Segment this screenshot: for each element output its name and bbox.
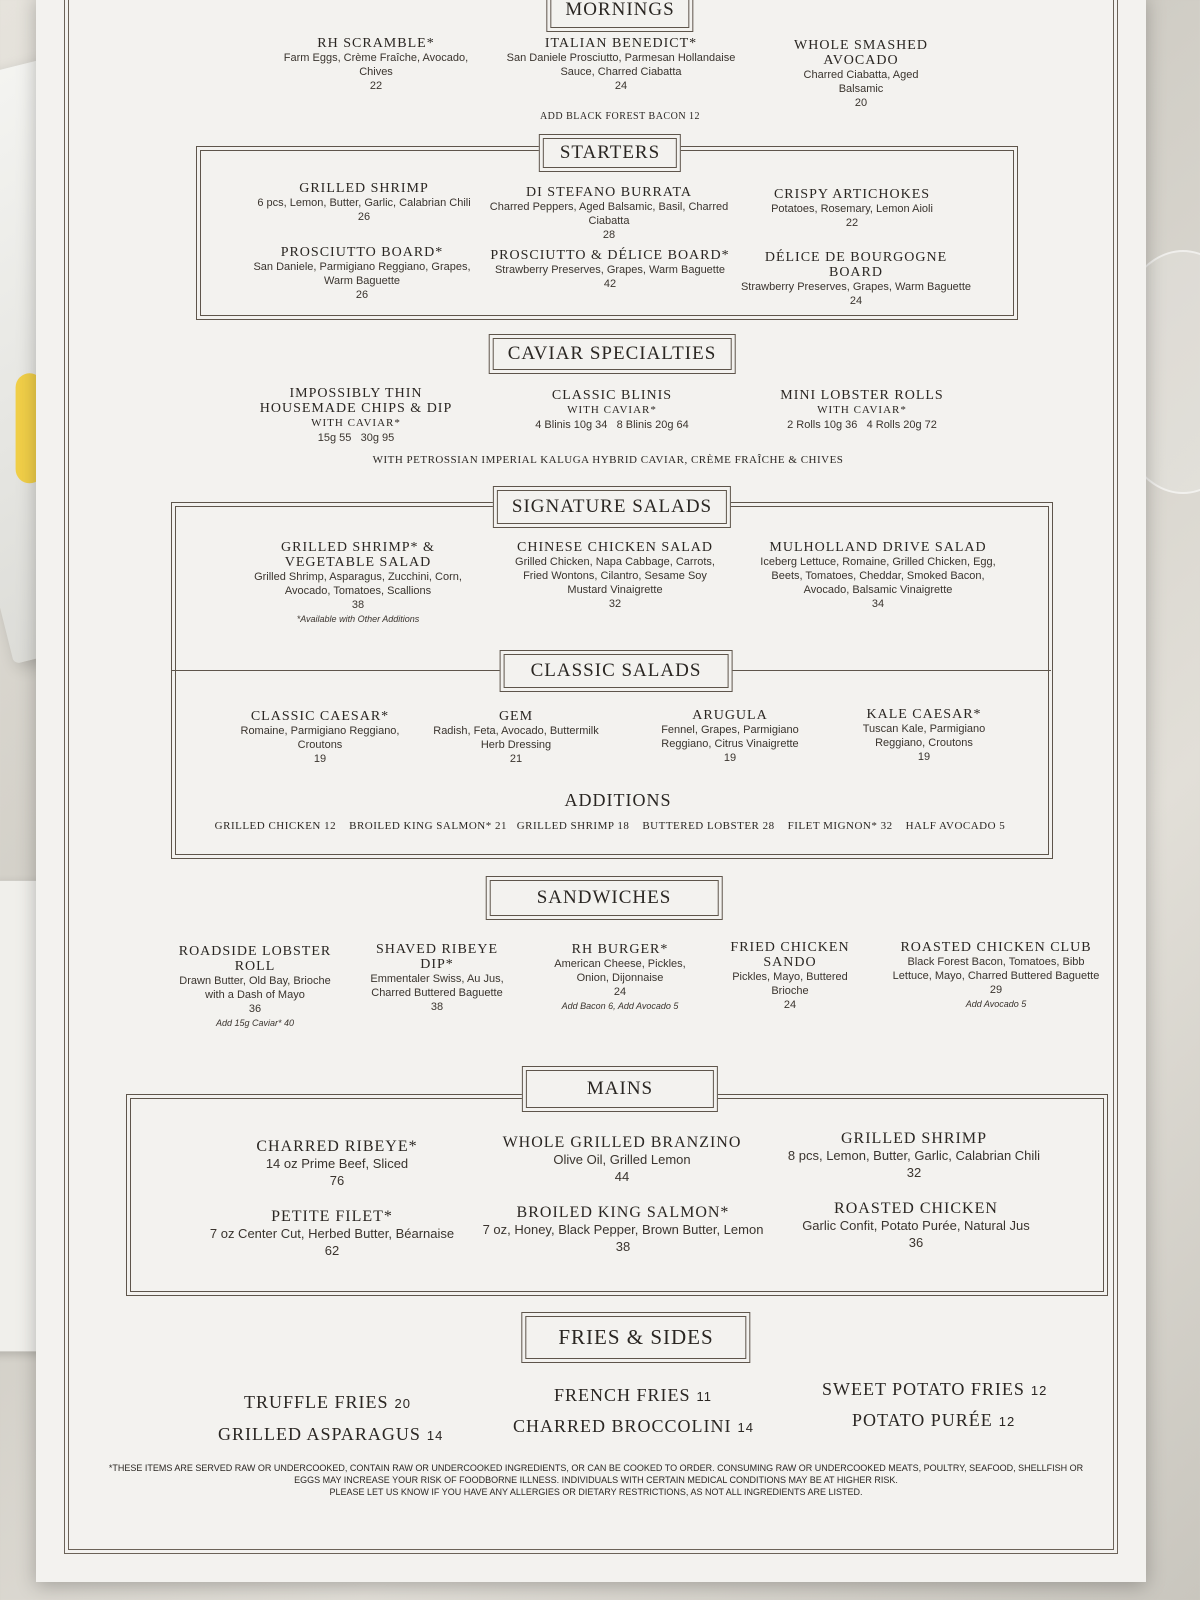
item-note: *Available with Other Additions: [296, 614, 420, 624]
item-desc: Grilled Shrimp, Asparagus, Zucchini, Corn, Avocado, Tomatoes, Scallions: [254, 571, 462, 597]
item-price: 26: [357, 211, 371, 223]
item-name: WHOLE SMASHED AVOCADO: [794, 38, 928, 68]
additions-title: ADDITIONS: [564, 790, 672, 810]
item-desc: Romaine, Parmigiano Reggiano, Croutons: [240, 725, 400, 751]
item-desc: Strawberry Preserves, Grapes, Warm Baguette: [494, 264, 726, 276]
item-price: 24: [614, 80, 628, 92]
item-desc: Garlic Confit, Potato Purée, Natural Jus: [802, 1218, 1030, 1233]
menu-item: [501, 36, 741, 94]
item-price: 44: [614, 1169, 630, 1184]
item-subtitle: WITH CAVIAR*: [311, 417, 401, 429]
item-name: ARUGULA: [692, 708, 768, 723]
menu-item: [512, 388, 712, 433]
item-desc: Farm Eggs, Crème Fraîche, Avocado, Chives: [283, 52, 469, 78]
disclaimer-line: EGGS MAY INCREASE YOUR RISK OF FOODBORNE ILLNESS. INDIVIDUALS WITH CERTAIN MEDICAL CONDITIONS MAY BE AT HIGHER RISK.: [294, 1475, 898, 1485]
item-name: BROILED KING SALMON*: [516, 1204, 730, 1221]
item-name: PROSCIUTTO & DÉLICE BOARD*: [490, 248, 730, 263]
item-price: 22: [369, 80, 383, 92]
item-price: 15g 55 30g 95: [317, 432, 395, 444]
side-price: 20: [394, 1396, 411, 1411]
item-price: 24: [783, 999, 797, 1011]
section-title-caviar: CAVIAR SPECIALTIES: [489, 334, 736, 374]
disclaimer: [96, 1462, 1096, 1498]
item-desc: Pickles, Mayo, Buttered Brioche: [732, 971, 848, 997]
menu-item: [764, 1130, 1064, 1182]
item-name: RH BURGER*: [571, 942, 669, 957]
side-name: FRENCH FRIES: [554, 1385, 691, 1405]
menu-item: [891, 940, 1101, 1011]
menu-item: [545, 942, 695, 1013]
menu-item: [472, 1134, 772, 1186]
item-subtitle: WITH CAVIAR*: [567, 404, 657, 416]
menu-item: [489, 185, 729, 243]
section-title-classic-salads: CLASSIC SALADS: [500, 650, 733, 692]
item-note: Add 15g Caviar* 40: [215, 1018, 295, 1028]
item-name: FRIED CHICKEN SANDO: [730, 940, 850, 970]
item-desc: Drawn Butter, Old Bay, Brioche with a Dash of Mayo: [179, 975, 331, 1001]
menu-item: [766, 1200, 1066, 1252]
item-name: SHAVED RIBEYE DIP*: [375, 942, 499, 972]
item-name: CRISPY ARTICHOKES: [773, 187, 931, 202]
side-name: TRUFFLE FRIES: [244, 1392, 389, 1412]
item-name: DÉLICE DE BOURGOGNE BOARD: [764, 250, 948, 280]
item-price: 20: [854, 97, 868, 109]
side-item: [244, 1392, 411, 1413]
item-name: ITALIAN BENEDICT*: [544, 36, 698, 51]
menu-item: [242, 245, 482, 303]
menu-item: [742, 187, 962, 231]
caviar-note: WITH PETROSSIAN IMPERIAL KALUGA HYBRID CAVIAR, CRÈME FRAÎCHE & CHIVES: [372, 454, 844, 466]
side-name: SWEET POTATO FRIES: [822, 1379, 1025, 1399]
item-desc: San Daniele Prosciutto, Parmesan Hollandaise Sauce, Charred Ciabatta: [506, 52, 736, 78]
item-price: 76: [329, 1173, 345, 1188]
item-name: RH SCRAMBLE*: [317, 36, 435, 51]
menu-item: [839, 707, 1009, 765]
item-desc: Olive Oil, Grilled Lemon: [553, 1152, 691, 1167]
section-title-sides: FRIES & SIDES: [521, 1312, 750, 1363]
item-price: 2 Rolls 10g 36 4 Rolls 20g 72: [787, 419, 937, 431]
item-price: 28: [602, 229, 616, 241]
side-name: GRILLED ASPARAGUS: [218, 1424, 421, 1444]
side-price: 14: [426, 1428, 444, 1443]
item-price: 38: [430, 1001, 444, 1013]
item-name: ROADSIDE LOBSTER ROLL: [178, 944, 332, 974]
item-desc: Tuscan Kale, Parmigiano Reggiano, Croutons: [862, 723, 986, 749]
item-name: MULHOLLAND DRIVE SALAD: [769, 540, 987, 555]
side-item: [822, 1379, 1047, 1400]
item-price: 38: [351, 599, 365, 611]
item-name: KALE CAESAR*: [866, 707, 982, 722]
item-name: CLASSIC BLINIS: [551, 388, 673, 403]
item-desc: Charred Peppers, Aged Balsamic, Basil, Charred Ciabatta: [489, 201, 729, 227]
item-name: MINI LOBSTER ROLLS: [780, 388, 944, 403]
item-name: GEM: [498, 709, 534, 724]
menu-item: [753, 540, 1003, 612]
item-name: ROASTED CHICKEN CLUB: [900, 940, 1092, 955]
item-price: 62: [324, 1243, 340, 1258]
section-title-sandwiches: SANDWICHES: [486, 876, 723, 920]
item-desc: American Cheese, Pickles, Onion, Dijonnaise: [554, 958, 686, 984]
item-price: 19: [313, 753, 327, 765]
item-name: GRILLED SHRIMP* & VEGETABLE SALAD: [281, 540, 435, 570]
item-price: 22: [845, 217, 859, 229]
item-desc: 7 oz, Honey, Black Pepper, Brown Butter, Lemon: [482, 1222, 764, 1237]
mornings-addon: ADD BLACK FOREST BACON 12: [539, 111, 701, 122]
item-desc: 7 oz Center Cut, Herbed Butter, Béarnaise: [209, 1226, 455, 1241]
item-name: GRILLED SHRIMP: [299, 181, 429, 196]
menu-item: [248, 540, 468, 626]
item-desc: 6 pcs, Lemon, Butter, Garlic, Calabrian Chili: [257, 197, 471, 209]
section-title-mains: MAINS: [522, 1066, 718, 1112]
item-name: GRILLED SHRIMP: [840, 1130, 987, 1147]
menu-item: [736, 250, 976, 309]
item-price: 21: [509, 753, 523, 765]
item-name: WHOLE GRILLED BRANZINO: [502, 1134, 742, 1151]
side-item: [513, 1416, 754, 1437]
item-desc: 8 pcs, Lemon, Butter, Garlic, Calabrian Chili: [787, 1148, 1041, 1163]
section-title-signature-salads: SIGNATURE SALADS: [493, 486, 731, 528]
menu-item: [230, 709, 410, 767]
item-name: PETITE FILET*: [271, 1208, 393, 1225]
menu-item: [490, 248, 730, 292]
section-title-mornings: MORNINGS: [546, 0, 693, 32]
menu-item: [715, 940, 865, 1013]
side-item: [554, 1385, 712, 1406]
section-title-starters: STARTERS: [539, 134, 681, 172]
side-price: 12: [998, 1414, 1016, 1429]
menu-item: [182, 1208, 482, 1260]
item-price: 34: [871, 598, 885, 610]
item-subtitle: WITH CAVIAR*: [817, 404, 907, 416]
item-price: 36: [248, 1003, 262, 1015]
menu-item: [640, 708, 820, 766]
side-price: 12: [1030, 1383, 1048, 1398]
item-price: 32: [608, 598, 622, 610]
menu-item: [357, 942, 517, 1015]
additions-list: GRILLED CHICKEN 12 BROILED KING SALMON* 21 GRILLED SHRIMP 18 BUTTERED LOBSTER 28 FILET MIGNON* 32 HALF AVOCADO 5: [214, 820, 1006, 832]
mains-box: [126, 1094, 1108, 1296]
item-price: 32: [906, 1165, 922, 1180]
menu-item: [207, 1138, 467, 1190]
item-desc: San Daniele, Parmigiano Reggiano, Grapes, Warm Baguette: [253, 261, 471, 287]
item-note: Add Bacon 6, Add Avocado 5: [561, 1001, 679, 1011]
menu-item: [254, 181, 474, 225]
item-name: CHARRED RIBEYE*: [256, 1138, 418, 1155]
side-item: [852, 1410, 1015, 1431]
item-price: 36: [908, 1235, 924, 1250]
menu-item: [170, 944, 340, 1030]
item-desc: Iceberg Lettuce, Romaine, Grilled Chicken, Egg, Beets, Tomatoes, Cheddar, Smoked Bacon, Avocado, Balsamic Vinaigrette: [760, 556, 996, 596]
item-price: 26: [355, 289, 369, 301]
item-price: 24: [613, 986, 627, 998]
item-note: Add Avocado 5: [965, 999, 1027, 1009]
item-desc: Grilled Chicken, Napa Cabbage, Carrots, Fried Wontons, Cilantro, Sesame Soy Mustard Vinaigrette: [515, 556, 715, 596]
item-desc: 14 oz Prime Beef, Sliced: [265, 1156, 409, 1171]
disclaimer-line: PLEASE LET US KNOW IF YOU HAVE ANY ALLERGIES OR DIETARY RESTRICTIONS, AS NOT ALL INGREDIENTS ARE LISTED.: [329, 1487, 863, 1497]
menu-card: [36, 0, 1146, 1582]
item-name: ROASTED CHICKEN: [834, 1200, 998, 1217]
menu-item: [458, 1204, 788, 1256]
menu-item: [246, 386, 466, 446]
item-price: 19: [723, 752, 737, 764]
item-name: CLASSIC CAESAR*: [250, 709, 390, 724]
item-name: CHINESE CHICKEN SALAD: [517, 540, 713, 555]
side-item: [218, 1424, 443, 1445]
menu-item: [276, 36, 476, 94]
side-price: 11: [696, 1389, 713, 1404]
menu-item: [762, 388, 962, 433]
item-desc: Charred Ciabatta, Aged Balsamic: [803, 69, 919, 95]
item-desc: Black Forest Bacon, Tomatoes, Bibb Lettuce, Mayo, Charred Buttered Baguette: [892, 956, 1100, 982]
item-price: 29: [989, 984, 1003, 996]
item-name: PROSCIUTTO BOARD*: [280, 245, 444, 260]
item-desc: Potatoes, Rosemary, Lemon Aioli: [771, 203, 933, 215]
item-desc: Strawberry Preserves, Grapes, Warm Baguette: [740, 281, 972, 293]
menu-item: [515, 540, 715, 612]
disclaimer-line: *THESE ITEMS ARE SERVED RAW OR UNDERCOOKED, CONTAIN RAW OR UNDERCOOKED INGREDIENTS, OR CAN BE COOKED TO ORDER. CONSUMING RAW OR UNDERCOOKED MEATS, POULTRY, SEAFOOD, SHELLFISH OR: [108, 1463, 1084, 1473]
item-price: 19: [917, 751, 931, 763]
item-desc: Radish, Feta, Avocado, Buttermilk Herb Dressing: [433, 725, 599, 751]
side-name: POTATO PURÉE: [852, 1410, 993, 1430]
side-name: CHARRED BROCCOLINI: [513, 1416, 732, 1436]
menu-item: [426, 709, 606, 767]
item-name: DI STEFANO BURRATA: [526, 185, 692, 200]
item-price: 24: [849, 295, 863, 307]
item-desc: Emmentaler Swiss, Au Jus, Charred Buttered Baguette: [370, 973, 504, 999]
item-price: 4 Blinis 10g 34 8 Blinis 20g 64: [535, 419, 689, 431]
menu-item: [781, 38, 941, 111]
item-price: 38: [615, 1239, 631, 1254]
item-desc: Fennel, Grapes, Parmigiano Reggiano, Citrus Vinaigrette: [661, 724, 799, 750]
item-price: 42: [603, 278, 617, 290]
side-price: 14: [737, 1420, 754, 1435]
item-name: IMPOSSIBLY THIN HOUSEMADE CHIPS & DIP: [259, 386, 453, 416]
